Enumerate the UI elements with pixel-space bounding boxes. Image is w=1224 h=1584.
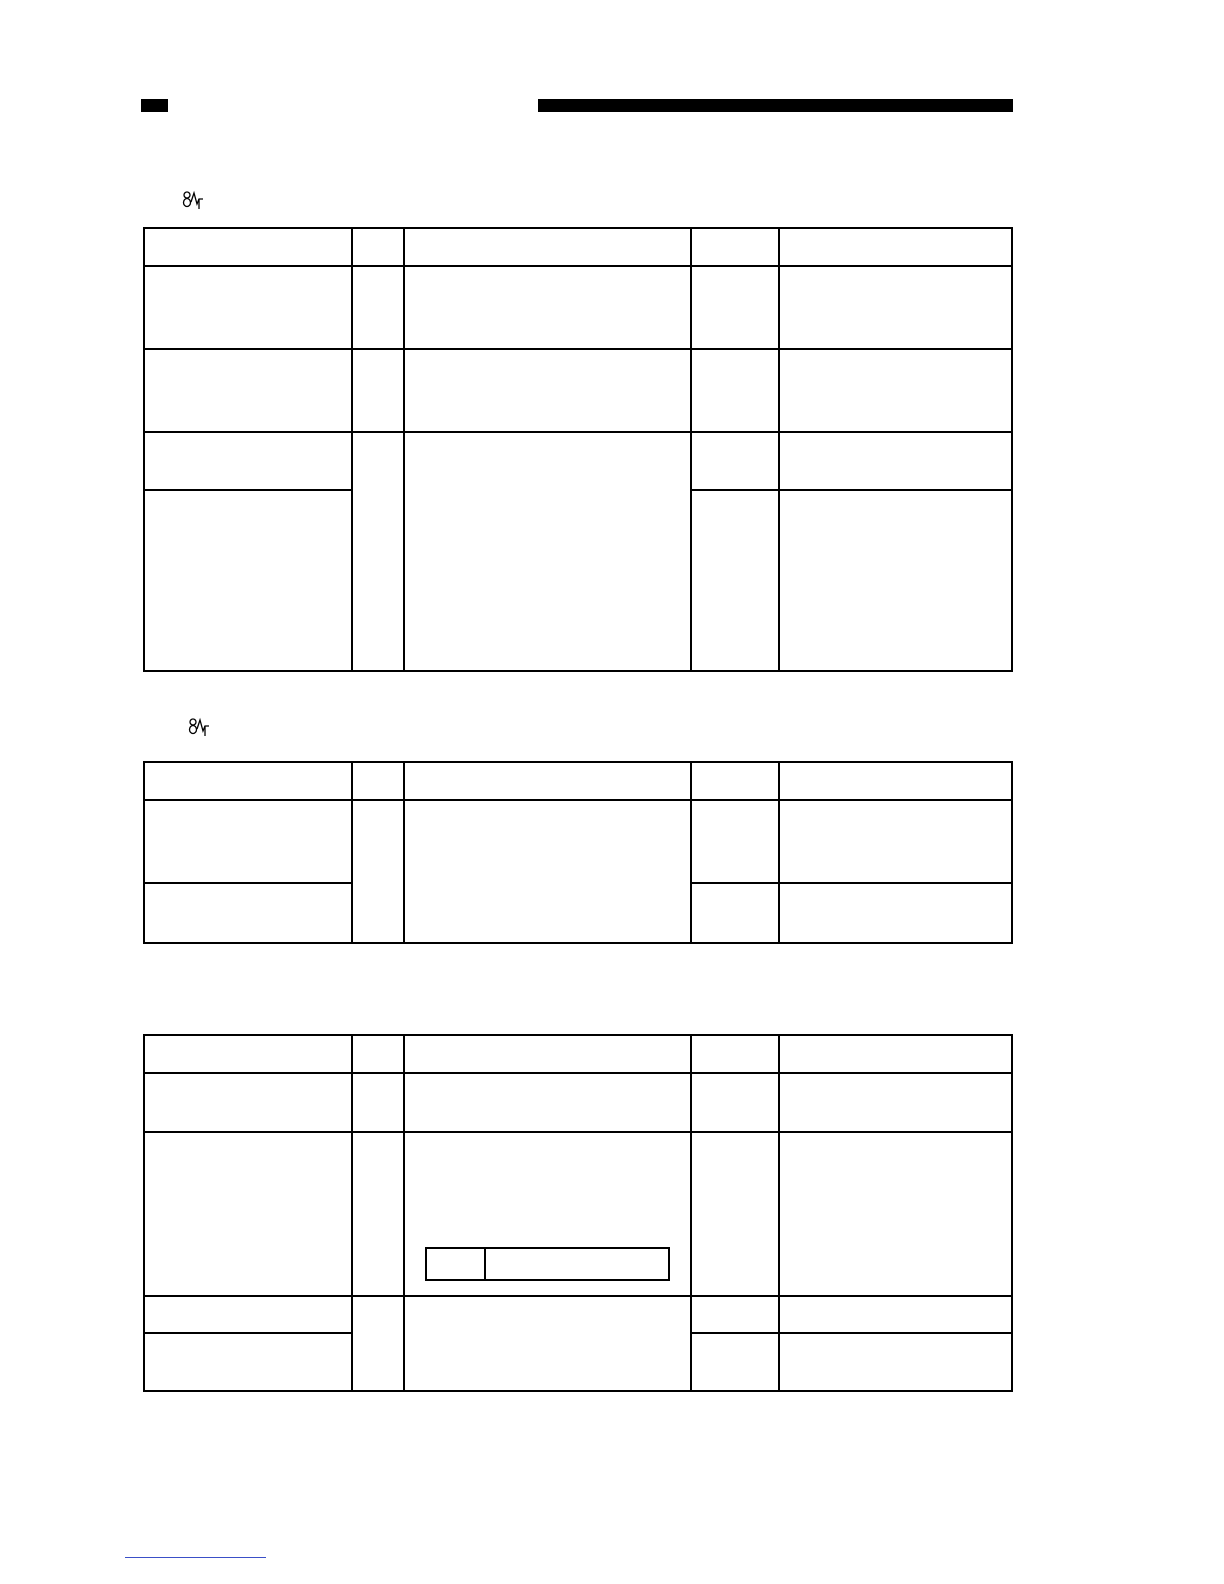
table-row [145,349,1011,431]
header-bar-right [538,99,1013,112]
spiral-signal-icon [181,190,205,210]
footer-link[interactable] [125,1557,266,1558]
table-header-row [145,229,1011,265]
table-header-row [145,763,1011,799]
table-row [145,432,1011,489]
table-row [145,883,1011,942]
table-row [145,490,1011,670]
table-header-row [145,1036,1011,1072]
table-row [145,1333,1011,1390]
table-row [145,1073,1011,1131]
table-2 [143,761,1013,944]
table-1 [143,227,1013,672]
table-row [145,1296,1011,1332]
inner-mini-table [425,1247,670,1281]
table-3 [143,1034,1013,1392]
header-bar-left [141,99,168,112]
table-row [145,800,1011,882]
spiral-signal-icon [187,717,211,737]
table-row [145,266,1011,348]
